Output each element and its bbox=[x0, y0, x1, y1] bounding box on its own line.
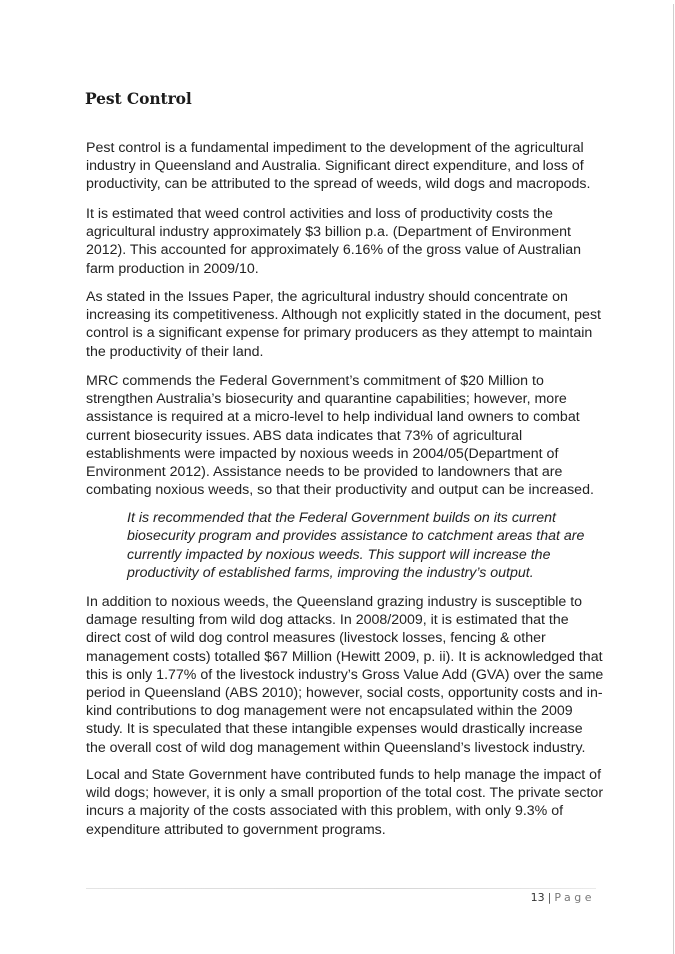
paragraph-government-funds: Local and State Government have contributed funds to help manage the impact of wild dogs; however, it is only a small proportion of the total cost. The private sector incurs a majority of the costs associated with this problem, with only 9.3% of expenditure attributed to government programs. bbox=[86, 767, 604, 838]
paragraph-wild-dogs: In addition to noxious weeds, the Queensland grazing industry is susceptible to damage resulting from wild dog attacks. In 2008/2009, it is estimated that the direct cost of wild dog control measures (livestock losses, fencing & other management costs) totalled $67 Million (Hewitt 2009, p. ii). It is acknowledged that this is only 1.77% of the livestock industry’s Gross Value Add (GVA) over the same period in Queensland (ABS 2010); however, social costs, opportunity costs and in-kind contributions to dog management were not encapsulated within the 2009 study. It is speculated that these intangible expenses would drastically increase the overall cost of wild dog management within Queensland’s livestock industry. bbox=[86, 594, 604, 756]
paragraph-intro: Pest control is a fundamental impediment to the development of the agricultural industry in Queensland and Australia. Significant direct expenditure, and loss of productivity, can be attributed to the spread of weeds, wild dogs and macropods. bbox=[86, 140, 591, 193]
footer-divider bbox=[86, 888, 596, 889]
page-number: 13 bbox=[530, 891, 545, 904]
paragraph-issues-paper: As stated in the Issues Paper, the agricultural industry should concentrate on increasing its competitiveness. Although not explicitly stated in the document, pest control is a significant expense for primary producers as they attempt to maintain the productivity of their land. bbox=[86, 289, 601, 360]
section-heading: Pest Control bbox=[85, 89, 192, 108]
paragraph-mrc-commends: MRC commends the Federal Government’s commitment of $20 Million to strengthen Australia’s biosecurity and quarantine capabilities; however, more assistance is required at a micro-level to help individual land owners to combat current biosecurity issues. ABS data indicates that 73% of agricultural establishments were impacted by noxious weeds in 2004/05(Department of Environment 2012). Assistance needs to be provided to landowners that are combating noxious weeds, so that their productivity and output can be increased. bbox=[86, 373, 594, 499]
recommendation-quote: It is recommended that the Federal Government builds on its current biosecurity program and provides assistance to catchment areas that are currently impacted by noxious weeds. This support will increase the productivity of established farms, improving the industry’s output. bbox=[127, 510, 585, 581]
footer-separator: | bbox=[547, 891, 552, 904]
page-label: Page bbox=[554, 891, 595, 904]
page-footer bbox=[531, 891, 595, 904]
page-edge-line bbox=[673, 4, 674, 954]
paragraph-weed-costs: It is estimated that weed control activities and loss of productivity costs the agricultural industry approximately $3 billion p.a. (Department of Environment 2012). This accounted for approximately 6.16% of the gross value of Australian farm production in 2009/10. bbox=[86, 206, 582, 277]
